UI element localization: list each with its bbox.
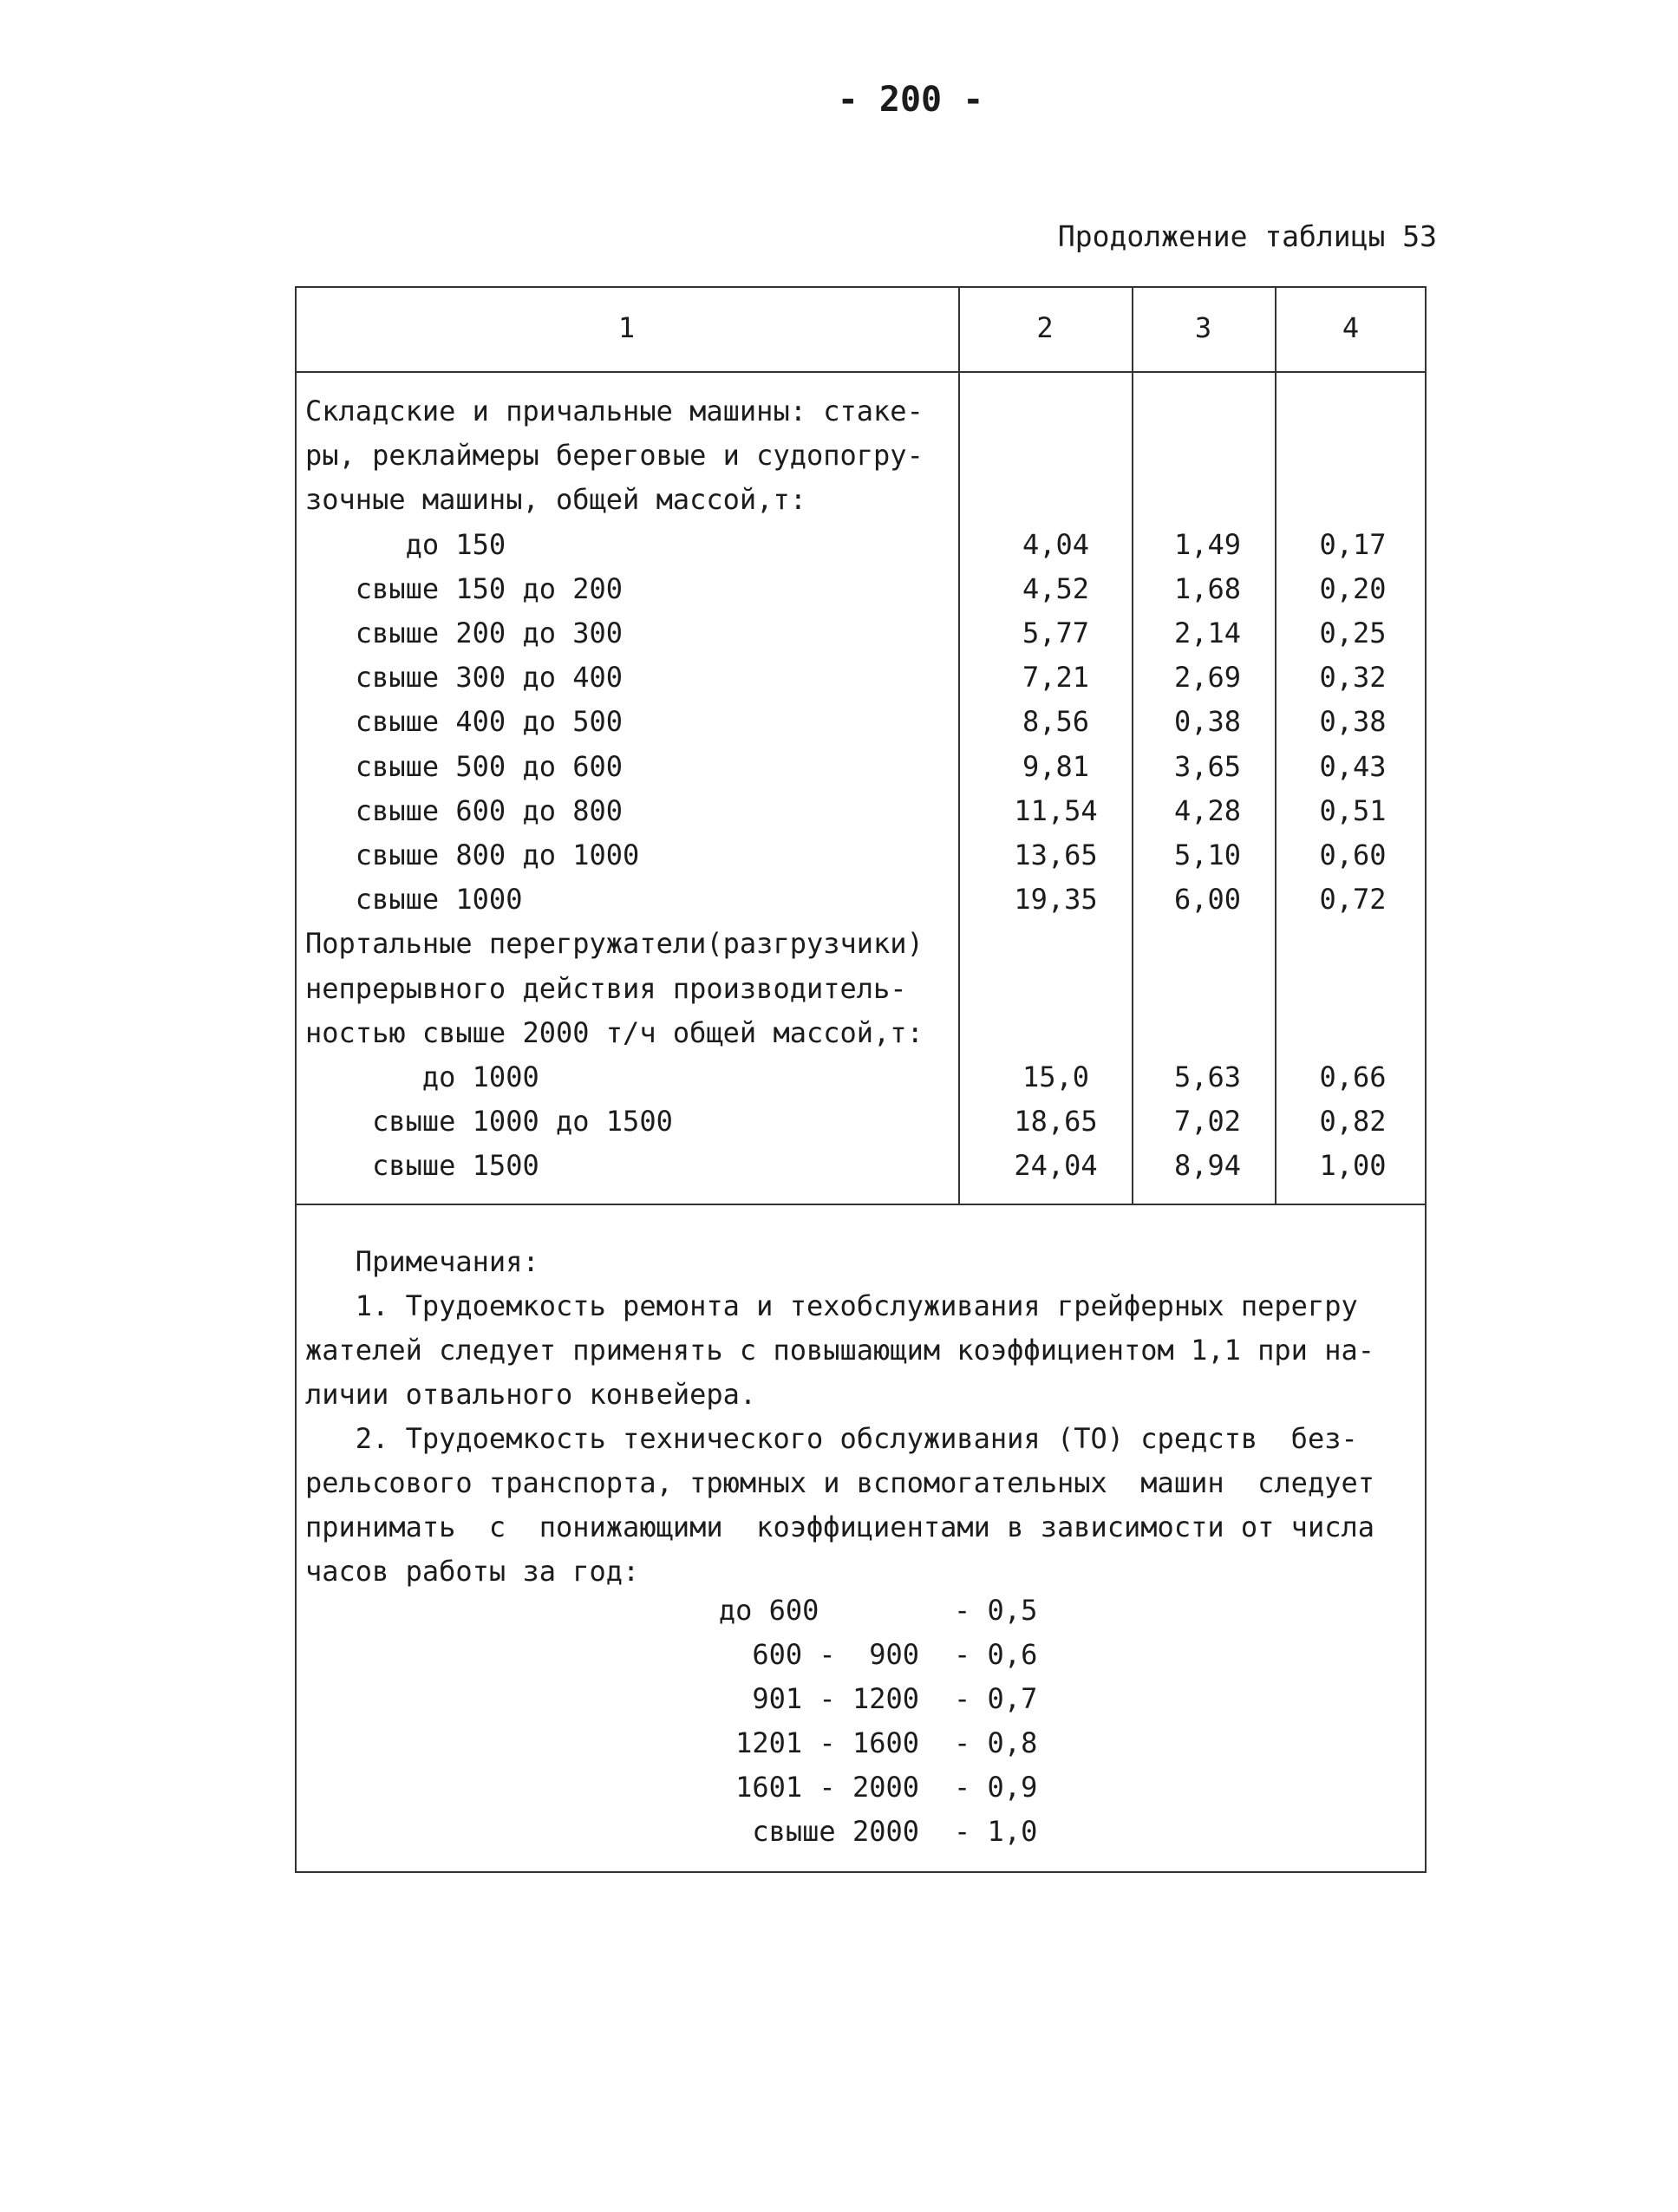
coef-value: - 0,6 [954, 1638, 1038, 1671]
table-cell-c2: 4,04 [1022, 527, 1090, 561]
table-frame [295, 286, 1427, 1873]
table-cell-c3: 5,10 [1173, 838, 1242, 871]
table-cell-c3: 5,63 [1173, 1060, 1242, 1093]
note-line: рельсового транспорта, трюмных и вспомогательных машин следует [305, 1466, 1374, 1499]
coef-range: 600 - 900 [752, 1638, 919, 1671]
table-cell-c1: свыше 600 до 800 [305, 793, 624, 827]
table-cell-c2: 18,65 [1014, 1105, 1098, 1139]
note-line: личии отвального конвейера. [305, 1378, 757, 1411]
coef-value: - 0,9 [954, 1771, 1038, 1804]
table-cell-c2: 24,04 [1014, 1149, 1098, 1183]
header-col-2: 2 [1036, 311, 1054, 344]
table-cell-c3: 2,69 [1173, 661, 1242, 695]
table-cell-c2: 9,81 [1022, 749, 1090, 783]
coef-range: 1601 - 2000 [735, 1771, 919, 1804]
table-cell-c3: 3,65 [1173, 749, 1242, 783]
table-cell-c1: ры, реклаймеры береговые и судопогру- [305, 439, 924, 473]
table-cell-c1: свыше 500 до 600 [305, 749, 624, 783]
table-cell-c4: 0,32 [1319, 661, 1387, 695]
table-cell-c1: свыше 300 до 400 [305, 661, 624, 695]
header-col-1: 1 [617, 311, 636, 344]
table-cell-c1: свыше 1500 [305, 1149, 539, 1183]
table-cell-c4: 0,43 [1319, 749, 1387, 783]
coef-value: - 0,7 [954, 1682, 1038, 1715]
table-cell-c1: Складские и причальные машины: стаке- [305, 395, 924, 427]
note-line: жателей следует применять с повышающим коэффициентом 1,1 при на- [305, 1334, 1374, 1367]
coef-value: - 0,8 [954, 1726, 1038, 1759]
table-cell-c3: 6,00 [1173, 883, 1242, 917]
coef-value: - 1,0 [954, 1815, 1038, 1848]
table-cell-c1: ностью свыше 2000 т/ч общей массой,т: [305, 1015, 924, 1049]
table-cell-c4: 0,66 [1319, 1060, 1387, 1093]
table-cell-c3: 8,94 [1173, 1149, 1242, 1183]
table-cell-c4: 0,38 [1319, 705, 1387, 739]
table-body-bottom-rule [295, 1204, 1427, 1205]
table-top-rule [295, 286, 1427, 288]
table-cell-c1: свыше 800 до 1000 [305, 838, 640, 871]
table-cell-c1: свыше 1000 до 1500 [305, 1105, 673, 1139]
table-cell-c4: 0,60 [1319, 838, 1387, 871]
table-cell-c1: свыше 1000 [305, 883, 523, 917]
coef-range: 1201 - 1600 [735, 1726, 919, 1759]
table-cell-c4: 0,51 [1319, 793, 1387, 827]
table-cell-c2: 15,0 [1022, 1060, 1090, 1093]
table-cell-c1: до 150 [305, 527, 506, 561]
left-border [295, 286, 297, 1873]
note-line: Примечания: [305, 1245, 539, 1278]
page-number: - 200 - [837, 80, 984, 120]
col-divider-2 [1132, 286, 1133, 1205]
table-cell-c3: 0,38 [1173, 705, 1242, 739]
table-cell-c3: 1,68 [1173, 571, 1242, 605]
table-cell-c1: зочные машины, общей массой,т: [305, 483, 806, 517]
col-divider-3 [1275, 286, 1276, 1205]
coef-range: 901 - 1200 [752, 1682, 919, 1715]
note-line: 1. Трудоемкость ремонта и техобслуживания грейферных перегру [305, 1289, 1358, 1322]
table-cell-c4: 0,82 [1319, 1105, 1387, 1139]
table-cell-c4: 0,25 [1319, 617, 1387, 649]
table-cell-c1: свыше 400 до 500 [305, 705, 624, 739]
table-cell-c1: до 1000 [305, 1060, 539, 1093]
table-cell-c4: 0,72 [1319, 883, 1387, 917]
table-cell-c3: 1,49 [1173, 527, 1242, 561]
coef-range: свыше 2000 [752, 1815, 919, 1848]
table-cell-c2: 19,35 [1014, 883, 1098, 917]
header-col-3: 3 [1194, 311, 1212, 344]
table-cell-c1: свыше 150 до 200 [305, 571, 624, 605]
table-cell-c2: 7,21 [1022, 661, 1090, 695]
table-cell-c4: 0,20 [1319, 571, 1387, 605]
frame-bottom-rule [295, 1871, 1427, 1873]
table-cell-c3: 7,02 [1173, 1105, 1242, 1139]
coef-value: - 0,5 [954, 1594, 1038, 1627]
table-cell-c4: 1,00 [1319, 1149, 1387, 1183]
table-caption: Продолжение таблицы 53 [1057, 219, 1437, 253]
table-cell-c2: 13,65 [1014, 838, 1098, 871]
table-cell-c4: 0,17 [1319, 527, 1387, 561]
right-border [1425, 286, 1427, 1873]
header-col-4: 4 [1342, 311, 1360, 344]
table-cell-c3: 4,28 [1173, 793, 1242, 827]
coef-range: до 600 [718, 1594, 919, 1627]
table-cell-c1: Портальные перегружатели(разгрузчики) [305, 927, 924, 961]
header-rule [295, 371, 1427, 373]
table-cell-c3: 2,14 [1173, 617, 1242, 649]
table-cell-c1: свыше 200 до 300 [305, 617, 624, 649]
table-cell-c2: 5,77 [1022, 617, 1090, 649]
col-divider-1 [958, 286, 960, 1205]
note-line: 2. Трудоемкость технического обслуживания (ТО) средств без- [305, 1422, 1358, 1455]
table-cell-c1: непрерывного действия производитель- [305, 971, 907, 1005]
table-cell-c2: 11,54 [1014, 793, 1098, 827]
note-line: часов работы за год: [305, 1555, 640, 1588]
table-cell-c2: 4,52 [1022, 571, 1090, 605]
note-line: принимать с понижающими коэффициентами в зависимости от числа [305, 1511, 1374, 1543]
table-cell-c2: 8,56 [1022, 705, 1090, 739]
